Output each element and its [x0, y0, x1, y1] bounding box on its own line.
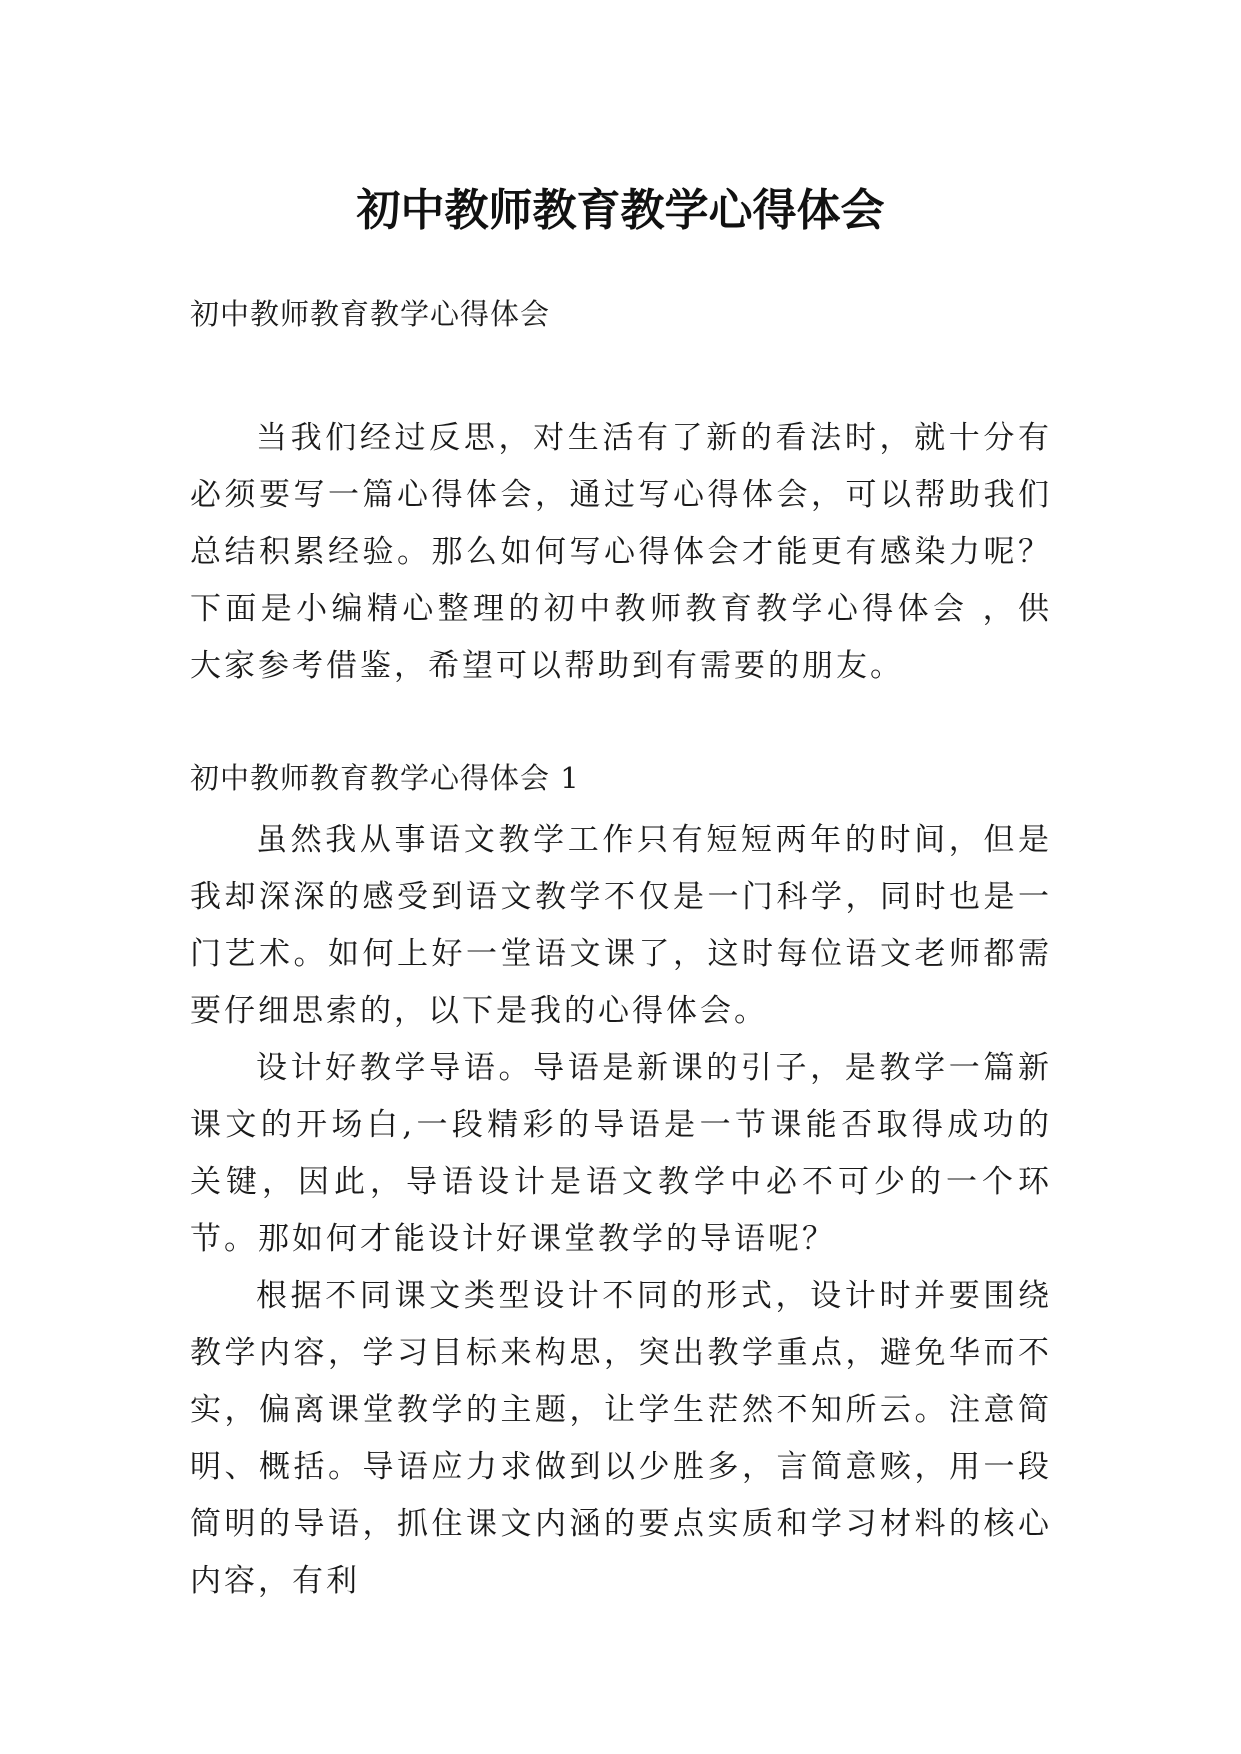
document-title: 初中教师教育教学心得体会	[356, 185, 885, 237]
body-paragraph: 虽然我从事语文教学工作只有短短两年的时间，但是我却深深的感受到语文教学不仅是一门科学，同时也是一门艺术。如何上好一堂语文课了，这时每位语文老师都需要仔细思索的，以下是我的心得体会。	[190, 822, 1052, 1029]
body-paragraph: 根据不同课文类型设计不同的形式，设计时并要围绕教学内容，学习目标来构思，突出教学重点，避免华而不实，偏离课堂教学的主题，让学生茫然不知所云。注意简明、概括。导语应力求做到以少胜多，言简意赅，用一段简明的导语，抓住课文内涵的要点实质和学习材料的核心内容，有利	[190, 1278, 1052, 1599]
intro-section	[190, 410, 1052, 695]
body-paragraph: 设计好教学导语。导语是新课的引子，是教学一篇新课文的开场白,一段精彩的导语是一节课能否取得成功的关键，因此，导语设计是语文教学中必不可少的一个环节。那如何才能设计好课堂教学的导语呢？	[190, 1050, 1052, 1257]
section-heading: 初中教师教育教学心得体会 1	[190, 761, 580, 795]
section-body	[190, 812, 1052, 1610]
intro-paragraph: 当我们经过反思，对生活有了新的看法时，就十分有必须要写一篇心得体会，通过写心得体会，可以帮助我们总结积累经验。那么如何写心得体会才能更有感染力呢？下面是小编精心整理的初中教师教育教学心得体会 ，供大家参考借鉴，希望可以帮助到有需要的朋友。	[190, 420, 1052, 684]
document-subtitle: 初中教师教育教学心得体会	[190, 297, 551, 331]
